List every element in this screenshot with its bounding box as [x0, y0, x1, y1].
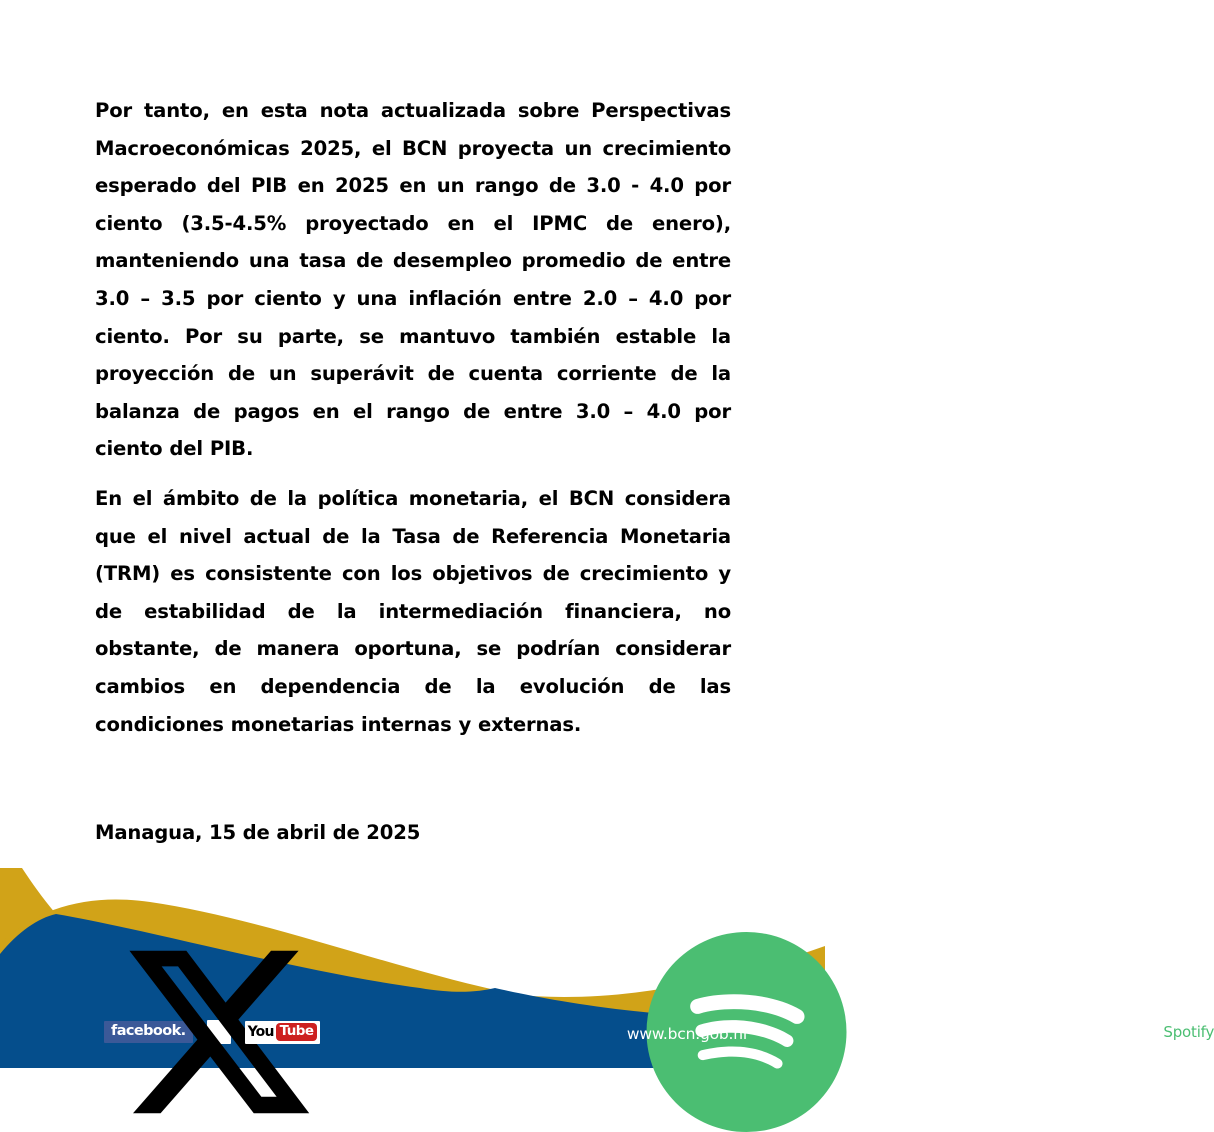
paragraph-2: En el ámbito de la política monetaria, el BCN considera que el nivel actual de la Tasa de Referencia Monetaria (TRM) es consistente con los objetivos de crecimiento y de estabilidad de la intermediación financiera, no obstante, de manera oportuna, se podrían considerar cambios en dependencia de la evolución de las condiciones monetarias internas y externas. — [95, 486, 731, 736]
youtube-you-label: You — [247, 1024, 274, 1040]
footer-wave-banner — [0, 868, 1214, 1068]
spotify-icon[interactable] — [334, 1021, 1214, 1043]
document-body — [95, 92, 731, 743]
facebook-label: facebook. — [111, 1023, 186, 1040]
spotify-label: Spotify — [1163, 1022, 1214, 1041]
youtube-icon[interactable] — [245, 1021, 321, 1044]
website-url: www.bcn.gob.ni — [626, 1024, 747, 1043]
youtube-tube-label: Tube — [276, 1023, 318, 1042]
paragraph-1: Por tanto, en esta nota actualizada sobre Perspectivas Macroeconómicas 2025, el BCN proyecta un crecimiento esperado del PIB en 2025 en un rango de 3.0 - 4.0 por ciento (3.5-4.5% proyectado en el IPMC de enero), manteniendo una tasa de desempleo promedio de entre 3.0 – 3.5 por ciento y una inflación entre 2.0 – 4.0 por ciento. Por su parte, se mantuvo también estable la proyección de un superávit de cuenta corriente de la balanza de pagos en el rango de entre 3.0 – 4.0 por ciento del PIB. — [95, 99, 731, 461]
x-twitter-icon[interactable] — [207, 1020, 231, 1044]
dateline: Managua, 15 de abril de 2025 — [95, 821, 421, 844]
